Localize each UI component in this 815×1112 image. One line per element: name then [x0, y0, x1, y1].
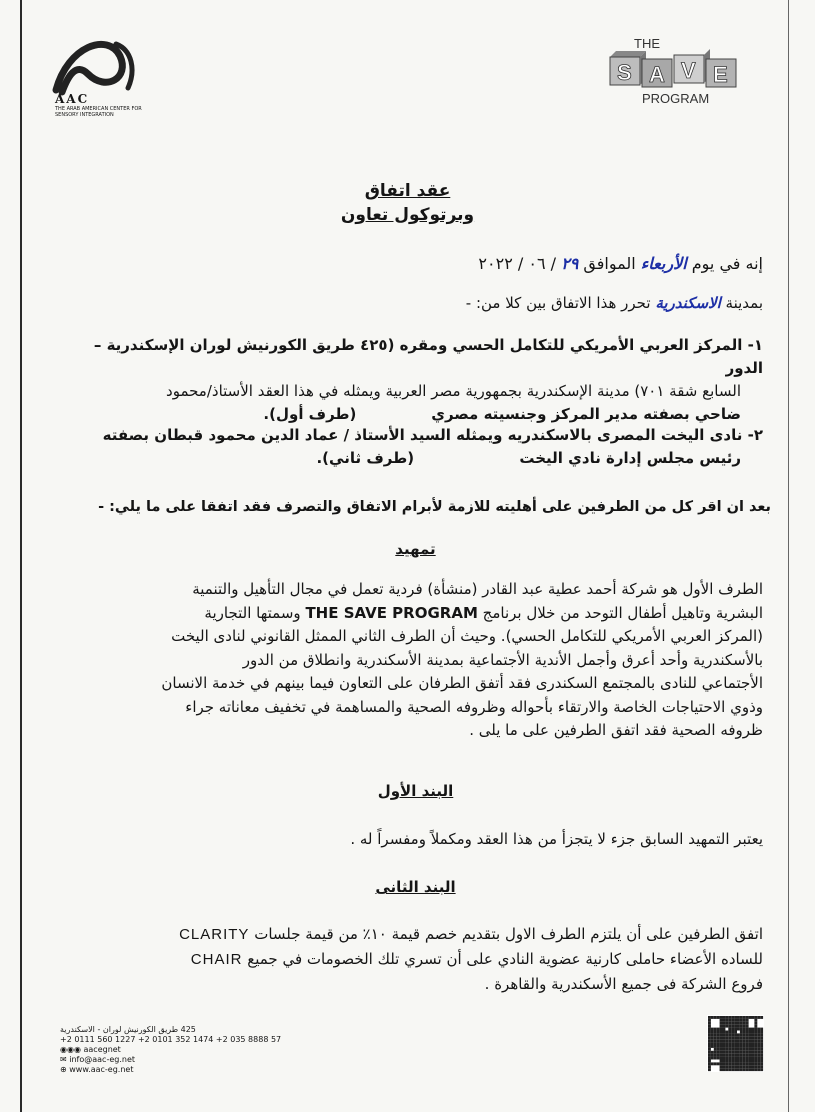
clause1-heading: البند الأول	[377, 782, 454, 800]
save-letter-e: E	[713, 62, 728, 87]
footer-web: ⊕ www.aac-eg.net	[60, 1065, 134, 1074]
preamble-line4: بالأسكندرية وأحد أعرق وأجمل الأندية الأجتماعية بمدينة الأسكندرية وانطلاق من الدور	[242, 650, 763, 669]
preamble-line6: وذوي الاحتياجات الخاصة والارتقاء بأحواله وظروفه الصحية والمساهمة في تخفيف معاناته جراء	[185, 697, 763, 716]
aac-logo-subtitle: THE ARAB AMERICAN CENTER FOR SENSORY INTEGRATION	[55, 106, 142, 118]
preamble-line7: ظروفه الصحية فقد اتفق الطرفين على ما يلى .	[469, 721, 763, 739]
footer-address: 425 طريق الكورنيش لوران - الاسكندرية	[60, 1025, 196, 1034]
party2-section	[60, 424, 763, 470]
handwritten-date: ٢٩	[561, 254, 579, 273]
clause2-heading: البند الثانى	[375, 878, 456, 896]
footer-contact	[60, 1025, 290, 1075]
preamble-line2: البشرية وتاهيل أطفال التوحد من خلال برنامج THE SAVE PROGRAM وسمتها التجارية	[204, 603, 763, 622]
footer-social: ◉◉◉ aacegnet	[60, 1045, 121, 1054]
save-program-logo	[604, 35, 746, 107]
date-line	[68, 252, 763, 275]
preamble-line3: (المركز العربي الأمريكي للتكامل الحسي). وحيث أن الطرف الثاني الممثل القانوني لنادى اليخت	[171, 627, 763, 645]
footer-phones: +2 0111 560 1227 +2 0101 352 1474 +2 035 8888 57	[60, 1035, 282, 1044]
aac-logo-text: AAC	[55, 92, 90, 106]
party1-section	[60, 334, 763, 426]
city-suffix: تحرر هذا الاتفاق بين كلا من: -	[465, 294, 651, 312]
preamble-heading: تمهيد	[395, 540, 436, 558]
handwritten-city: الاسكندرية	[655, 294, 721, 312]
qr-code	[707, 1015, 764, 1072]
party1-line1: ١- المركز العربي الأمريكي للتكامل الحسي ومقره (٤٢٥ طريق الكورنيش لوران الإسكندرية – الدور	[93, 336, 763, 377]
city-line	[68, 292, 763, 315]
preamble-text	[68, 578, 763, 743]
party2-line1: ٢- نادى اليخت المصرى بالاسكندريه ويمثله السيد الأستاذ / عماد الدين محمود قبطان بصفته	[102, 426, 763, 444]
globe-icon: ⊕	[60, 1065, 70, 1074]
clause2-text	[68, 922, 763, 997]
agreement-intro: بعد ان اقر كل من الطرفين على أهليته للازمة لأبرام الاتفاق والتصرف فقد اتفقا على ما يلي: -	[98, 499, 771, 515]
email-icon: ✉	[60, 1055, 70, 1064]
clause2-line1: اتفق الطرفين على أن يلتزم الطرف الاول بتقديم خصم قيمة ١٠٪ من قيمة جلسات CLARITY	[179, 925, 763, 943]
date-middle: الموافق	[583, 254, 636, 273]
date-prefix: إنه في يوم	[691, 254, 763, 273]
svg-text:THE: THE	[634, 36, 660, 51]
clause2-line3: فروع الشركة فى جميع الأسكندرية والقاهرة .	[484, 975, 763, 993]
party1-role: (طرف أول).	[263, 405, 357, 423]
save-letter-a: A	[649, 62, 665, 87]
date-suffix: / ٠٦ / ٢٠٢٢	[478, 254, 557, 273]
save-letter-s: S	[617, 60, 632, 85]
party2-role: (طرف ثاني).	[316, 449, 415, 467]
party1-number: ١-	[747, 336, 763, 354]
handwritten-day: الأربعاء	[640, 254, 687, 273]
party2-line2: رئيس مجلس إدارة نادي اليخت (طرف ثاني).	[316, 449, 741, 467]
city-prefix: بمدينة	[725, 294, 763, 312]
left-border-line	[20, 0, 22, 1112]
party1-line3: ضاحي بصفته مدير المركز وجنسيته مصري (طرف أول).	[263, 405, 741, 423]
save-letter-v: V	[681, 58, 696, 83]
social-icons: ◉◉◉	[60, 1045, 84, 1054]
clause2-line2: للساده الأعضاء حاملى كارنية عضوية النادي على أن تسري تلك الخصومات في جميع CHAIR	[190, 950, 763, 968]
preamble-line1: الطرف الأول هو شركة أحمد عطية عبد القادر (منشأة) فردية تعمل في مجال التأهيل والتنمية	[192, 580, 763, 598]
clause1-text: يعتبر التمهيد السابق جزء لا يتجزأ من هذا العقد ومكملاً ومفسراً له .	[350, 830, 763, 848]
save-logo-bottom: PROGRAM	[642, 91, 710, 106]
party2-number: ٢-	[747, 426, 763, 444]
contract-title: عقد اتفاق	[364, 181, 451, 201]
contract-subtitle: وبرتوكول تعاون	[340, 205, 475, 225]
save-program-name: THE SAVE PROGRAM	[305, 603, 478, 622]
party1-line2: السابع شقة ٧٠١) مدينة الإسكندرية بجمهورية مصر العربية ويمثله في هذا العقد الأستاذ/محمود	[166, 382, 741, 400]
footer-email: ✉ info@aac-eg.net	[60, 1055, 136, 1064]
right-border-line	[788, 0, 789, 1112]
preamble-line5: الأجتماعي للنادى بالمجتمع السكندرى فقد أتفق الطرفان على التعاون فيما بينهم في خدمة الانسان	[161, 674, 763, 692]
